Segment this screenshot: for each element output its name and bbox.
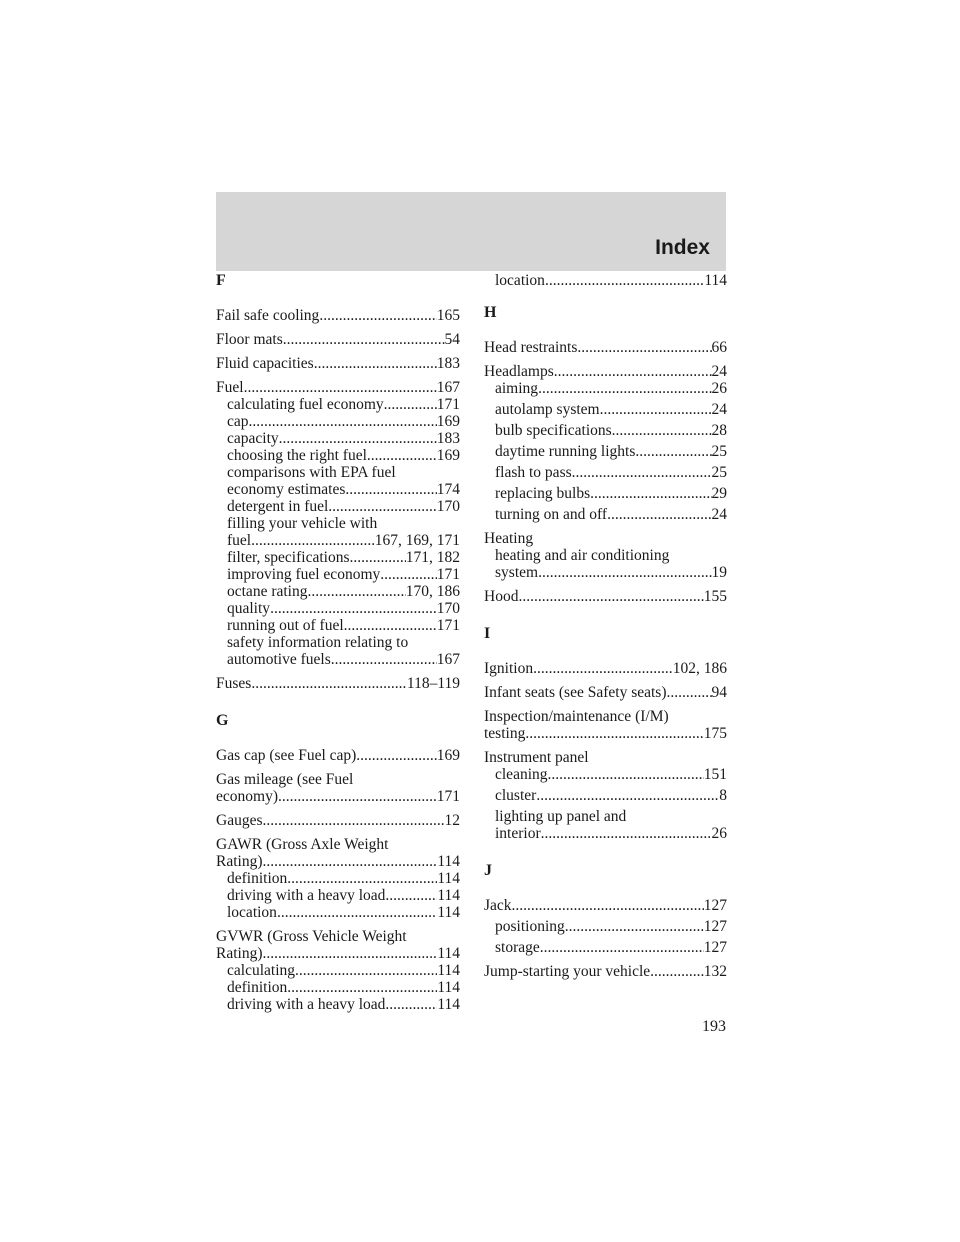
page-reference: 165: [436, 307, 460, 324]
index-entry-line: [216, 928, 460, 945]
page-reference: 169: [436, 747, 460, 764]
index-subentry-line: [216, 962, 460, 979]
entry-text: cluster: [495, 787, 537, 804]
index-letter-heading: F: [216, 272, 226, 289]
page-reference: 26: [711, 825, 727, 842]
entry-text: heating and air conditioning: [495, 547, 670, 564]
dot-leader: [349, 549, 405, 566]
entry-text: Gauges: [216, 812, 263, 829]
dot-leader: [263, 812, 445, 829]
page-reference: 25: [711, 464, 727, 481]
dot-leader: [538, 564, 711, 581]
index-subentry-line: [216, 447, 460, 464]
page-reference: 175: [703, 725, 727, 742]
dot-leader: [249, 413, 437, 430]
page-reference: 170, 186: [405, 583, 460, 600]
entry-text: Heating: [484, 530, 534, 547]
entry-text: calculating: [227, 962, 295, 979]
entry-text: positioning: [495, 918, 565, 935]
index-subentry-line: [484, 808, 727, 825]
section-header-band: [216, 192, 726, 271]
index-entry-line: [484, 339, 727, 356]
entry-text: bulb specifications: [495, 422, 612, 439]
entry-text: driving with a heavy load: [227, 996, 386, 1013]
dot-leader: [518, 588, 703, 605]
page-reference: 171: [436, 788, 460, 805]
entry-text: quality: [227, 600, 271, 617]
entry-text: Headlamps: [484, 363, 554, 380]
entry-text: Gas cap (see Fuel cap): [216, 747, 357, 764]
entry-text: Ignition: [484, 660, 534, 677]
entry-text: replacing bulbs: [495, 485, 591, 502]
page-reference: 167: [436, 651, 460, 668]
page-reference: 169: [436, 447, 460, 464]
dot-leader: [607, 506, 711, 523]
entry-text: interior: [495, 825, 541, 842]
dot-leader: [533, 660, 673, 677]
entry-text: Instrument panel: [484, 749, 589, 766]
entry-text: automotive fuels: [227, 651, 331, 668]
dot-leader: [385, 887, 437, 904]
index-subentry-line: [216, 396, 460, 413]
index-subentry-line: [216, 979, 460, 996]
page-reference: 114: [437, 945, 460, 962]
dot-leader: [384, 396, 437, 413]
page-reference: 12: [444, 812, 460, 829]
index-subentry-line: [216, 430, 460, 447]
entry-text: filling your vehicle with: [227, 515, 378, 532]
page-reference: 114: [437, 870, 460, 887]
entry-text: octane rating: [227, 583, 308, 600]
entry-text: Fluid capacities: [216, 355, 314, 372]
index-subentry-line: [484, 766, 727, 783]
index-entry: [216, 747, 460, 764]
index-letter-heading: I: [484, 625, 491, 642]
index-entry: [484, 749, 727, 842]
page-reference: 183: [436, 430, 460, 447]
dot-leader: [525, 725, 703, 742]
index-entry-line: [484, 530, 727, 547]
index-entry-line: [216, 853, 460, 870]
index-subentry-line: [484, 825, 727, 842]
index-entry-line: [484, 660, 727, 677]
index-entry: [484, 363, 727, 523]
entry-text: Infant seats (see Safety seats): [484, 684, 667, 701]
index-entry-line: [484, 684, 727, 701]
dot-leader: [590, 485, 711, 502]
dot-leader: [278, 788, 437, 805]
page-reference: 54: [444, 331, 460, 348]
entry-text: Floor mats: [216, 331, 283, 348]
index-entry: [216, 812, 460, 829]
dot-leader: [385, 996, 437, 1013]
index-entry-line: [216, 675, 460, 692]
index-entry: [216, 675, 460, 692]
index-entry: [484, 339, 727, 356]
dot-leader: [307, 583, 405, 600]
dot-leader: [331, 651, 437, 668]
index-entry-line: [216, 747, 460, 764]
index-subentry-line: [216, 515, 460, 532]
page-reference: 24: [711, 401, 727, 418]
dot-leader: [328, 498, 436, 515]
dot-leader: [356, 747, 436, 764]
index-subentry-line: [484, 787, 727, 804]
page-reference: 127: [703, 897, 727, 914]
page-reference: 102, 186: [672, 660, 727, 677]
index-entry-line: [216, 788, 460, 805]
page-reference: 155: [703, 588, 727, 605]
entry-text: GAWR (Gross Axle Weight: [216, 836, 389, 853]
entry-text: Hood: [484, 588, 519, 605]
index-entry: [484, 684, 727, 701]
index-entry: [216, 307, 460, 324]
page-reference: 127: [703, 918, 727, 935]
page-reference: 94: [711, 684, 727, 701]
entry-text: filter, specifications: [227, 549, 350, 566]
index-letter-heading: J: [484, 862, 492, 879]
dot-leader: [367, 447, 437, 464]
index-subentry-line: [216, 887, 460, 904]
index-subentry-line: [216, 498, 460, 515]
entry-text: daytime running lights: [495, 443, 636, 460]
index-subentry-line: [484, 422, 727, 439]
page-reference: 114: [437, 962, 460, 979]
index-column-left: [216, 272, 460, 1013]
dot-leader: [635, 443, 711, 460]
index-subentry-line: [484, 443, 727, 460]
entry-text: economy): [216, 788, 278, 805]
page-reference: 170: [436, 498, 460, 515]
page-reference: 114: [437, 904, 460, 921]
index-subentry-line: [484, 272, 727, 289]
index-subentry-line: [484, 547, 727, 564]
entry-text: turning on and off: [495, 506, 608, 523]
page-number: 193: [702, 1018, 726, 1035]
index-entry-line: [216, 331, 460, 348]
index-subentry-line: [216, 532, 460, 549]
index-entry: [216, 771, 460, 805]
index-entry-line: [216, 945, 460, 962]
index-subentry-line: [216, 549, 460, 566]
index-subentry-line: [216, 413, 460, 430]
page-reference: 24: [711, 506, 727, 523]
dot-leader: [344, 617, 437, 634]
page-reference: 118–119: [406, 675, 460, 692]
entry-text: storage: [495, 939, 540, 956]
page-reference: 26: [711, 380, 727, 397]
entry-text: choosing the right fuel: [227, 447, 367, 464]
entry-text: autolamp system: [495, 401, 600, 418]
entry-text: flash to pass: [495, 464, 572, 481]
dot-leader: [666, 684, 711, 701]
page-reference: 114: [704, 272, 727, 289]
index-subentry-line: [484, 564, 727, 581]
page-reference: 169: [436, 413, 460, 430]
dot-leader: [251, 532, 375, 549]
index-subentry-line: [484, 464, 727, 481]
index-subentry-line: [484, 485, 727, 502]
dot-leader: [287, 979, 437, 996]
entry-text: driving with a heavy load: [227, 887, 386, 904]
page-reference: 8: [719, 787, 727, 804]
entry-text: Rating): [216, 853, 263, 870]
page-reference: 171, 182: [405, 549, 460, 566]
page-reference: 114: [437, 887, 460, 904]
index-subentry-line: [484, 918, 727, 935]
page-reference: 174: [436, 481, 460, 498]
index-subentry-line: [216, 651, 460, 668]
dot-leader: [295, 962, 437, 979]
entry-text: Inspection/maintenance (I/M): [484, 708, 669, 725]
entry-text: economy estimates: [227, 481, 346, 498]
index-entry: [216, 355, 460, 372]
entry-text: running out of fuel: [227, 617, 344, 634]
index-entry-line: [216, 836, 460, 853]
entry-text: improving fuel economy: [227, 566, 381, 583]
entry-text: fuel: [227, 532, 252, 549]
index-entry-line: [216, 379, 460, 396]
dot-leader: [270, 600, 437, 617]
index-entry-line: [484, 749, 727, 766]
index-subentry-line: [216, 996, 460, 1013]
entry-text: Gas mileage (see Fuel: [216, 771, 354, 788]
index-entry-line: [216, 307, 460, 324]
index-subentry-line: [216, 583, 460, 600]
index-entry-line: [216, 771, 460, 788]
page-reference: 167: [436, 379, 460, 396]
page-reference: 170: [436, 600, 460, 617]
page-reference: 25: [711, 443, 727, 460]
index-entry: [216, 379, 460, 668]
index-letter-heading: H: [484, 304, 497, 321]
index-subentry-line: [216, 904, 460, 921]
index-subentry-line: [216, 481, 460, 498]
dot-leader: [554, 363, 712, 380]
dot-leader: [251, 675, 407, 692]
entry-text: Fuses: [216, 675, 252, 692]
dot-leader: [572, 464, 712, 481]
dot-leader: [314, 355, 437, 372]
index-subentry-line: [216, 566, 460, 583]
dot-leader: [540, 939, 704, 956]
index-column-right: [484, 272, 727, 980]
index-entry: [484, 588, 727, 605]
entry-text: calculating fuel economy: [227, 396, 384, 413]
entry-text: Jump-starting your vehicle: [484, 963, 651, 980]
index-entry: [216, 928, 460, 1013]
entry-text: Jack: [484, 897, 512, 914]
dot-leader: [244, 379, 437, 396]
dot-leader: [345, 481, 436, 498]
page-reference: 19: [711, 564, 727, 581]
dot-leader: [279, 430, 437, 447]
dot-leader: [545, 272, 704, 289]
dot-leader: [612, 422, 712, 439]
index-entry-line: [484, 897, 727, 914]
dot-leader: [277, 904, 437, 921]
page-reference: 127: [703, 939, 727, 956]
section-title: Index: [655, 236, 710, 259]
dot-leader: [380, 566, 437, 583]
page-reference: 114: [437, 979, 460, 996]
index-subentry-line: [484, 401, 727, 418]
dot-leader: [548, 766, 704, 783]
dot-leader: [536, 787, 719, 804]
index-subentry-line: [484, 939, 727, 956]
index-subentry-line: [216, 617, 460, 634]
entry-text: comparisons with EPA fuel: [227, 464, 396, 481]
index-entry: [484, 660, 727, 677]
dot-leader: [577, 339, 711, 356]
index-entry: [484, 708, 727, 742]
entry-text: definition: [227, 979, 288, 996]
entry-text: lighting up panel and: [495, 808, 627, 825]
dot-leader: [538, 380, 711, 397]
entry-text: Fuel: [216, 379, 244, 396]
index-subentry-line: [216, 870, 460, 887]
entry-text: testing: [484, 725, 526, 742]
page-reference: 171: [436, 617, 460, 634]
dot-leader: [600, 401, 712, 418]
index-entry: [484, 530, 727, 581]
index-entry-line: [484, 963, 727, 980]
index-entry: [484, 897, 727, 956]
index-subentry-line: [216, 464, 460, 481]
entry-text: Head restraints: [484, 339, 578, 356]
index-entry-line: [484, 708, 727, 725]
index-entry-line: [216, 812, 460, 829]
index-entry: [216, 836, 460, 921]
index-entry: [484, 272, 727, 289]
entry-text: aiming: [495, 380, 539, 397]
index-subentry-line: [216, 600, 460, 617]
index-entry-line: [484, 363, 727, 380]
entry-text: Rating): [216, 945, 263, 962]
index-subentry-line: [216, 634, 460, 651]
dot-leader: [541, 825, 712, 842]
entry-text: capacity: [227, 430, 279, 447]
page-reference: 114: [437, 996, 460, 1013]
page-reference: 171: [436, 566, 460, 583]
dot-leader: [287, 870, 437, 887]
dot-leader: [512, 897, 704, 914]
dot-leader: [650, 963, 704, 980]
page-reference: 28: [711, 422, 727, 439]
entry-text: cap: [227, 413, 249, 430]
dot-leader: [263, 853, 438, 870]
page-reference: 183: [436, 355, 460, 372]
page-reference: 66: [711, 339, 727, 356]
entry-text: detergent in fuel: [227, 498, 329, 515]
index-entry-line: [484, 588, 727, 605]
index-entry-line: [484, 725, 727, 742]
index-subentry-line: [484, 506, 727, 523]
entry-text: definition: [227, 870, 288, 887]
entry-text: Fail safe cooling: [216, 307, 320, 324]
dot-leader: [263, 945, 438, 962]
entry-text: location: [227, 904, 277, 921]
entry-text: cleaning: [495, 766, 548, 783]
entry-text: system: [495, 564, 539, 581]
index-entry: [216, 331, 460, 348]
entry-text: safety information relating to: [227, 634, 409, 651]
page-reference: 114: [437, 853, 460, 870]
index-subentry-line: [484, 380, 727, 397]
index-entry-line: [216, 355, 460, 372]
page-reference: 29: [711, 485, 727, 502]
page-reference: 171: [436, 396, 460, 413]
dot-leader: [565, 918, 704, 935]
page-reference: 24: [711, 363, 727, 380]
entry-text: location: [495, 272, 545, 289]
index-entry: [484, 963, 727, 980]
dot-leader: [283, 331, 445, 348]
page-reference: 167, 169, 171: [374, 532, 460, 549]
page-reference: 151: [703, 766, 727, 783]
index-letter-heading: G: [216, 712, 229, 729]
page-reference: 132: [703, 963, 727, 980]
dot-leader: [319, 307, 436, 324]
entry-text: GVWR (Gross Vehicle Weight: [216, 928, 407, 945]
